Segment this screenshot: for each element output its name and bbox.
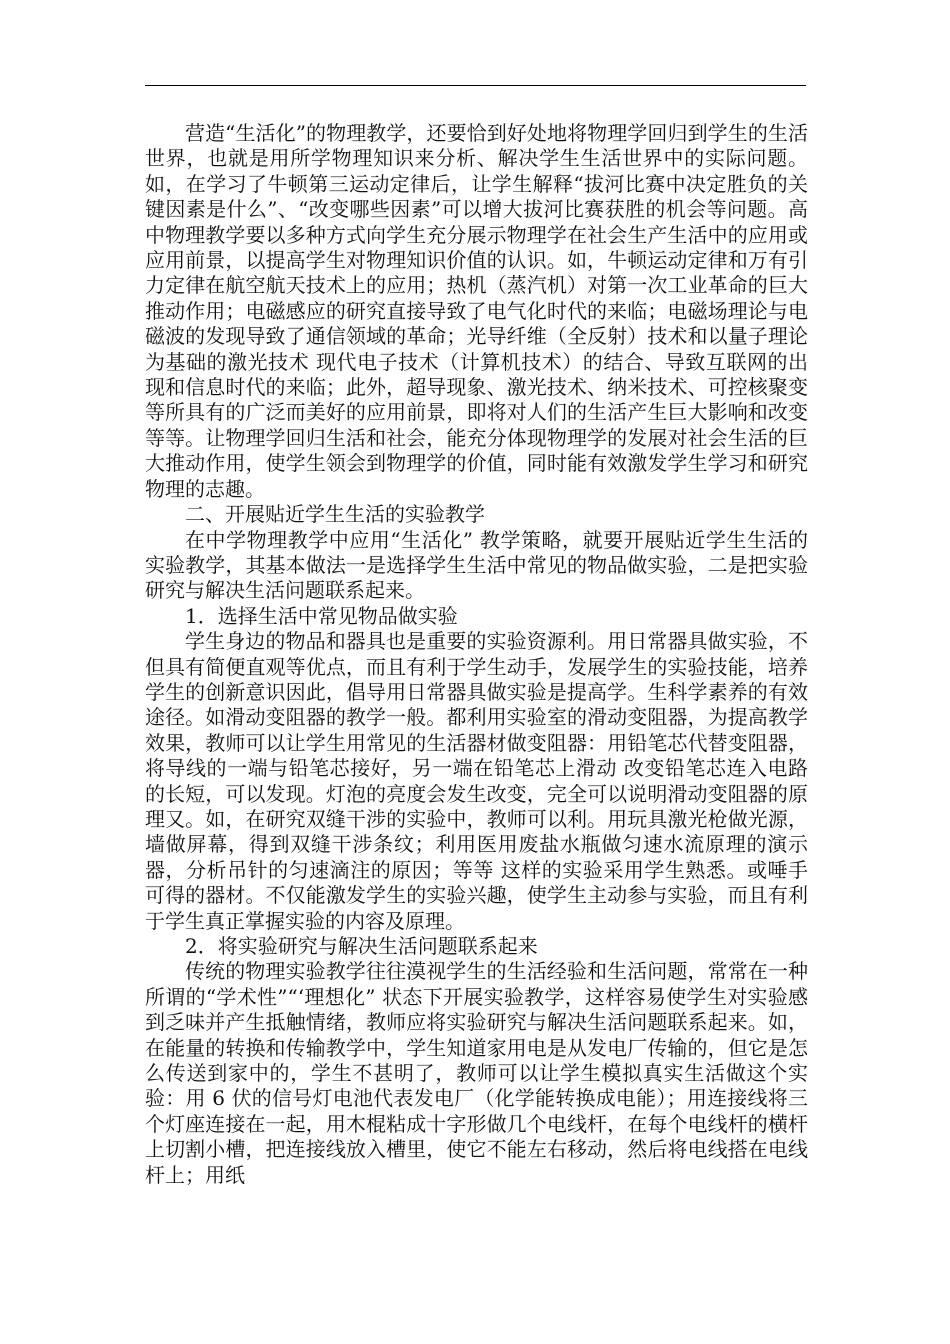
section-heading-2: 二、开展贴近学生生活的实验教学	[185, 502, 485, 527]
paragraph-everyday-items: 学生身边的物品和器具也是重要的实验资源利。用日常器具做实验，不但具有简便直观等优点，而且有利于学生动手，发展学生的实验技能，培养学生的创新意识因此，倡导用日常器具做实验是提高学。生科学素养的有效途径。如滑动变阻器的教学一般。都利用实验室的滑动变阻器，为提高教学效果，教师可以让学生用常见的生活器材做变阻器：用铅笔芯代替变阻器，将导线的一端与铅笔芯接好，另一端在铅笔芯上滑动 改变铅笔芯连入电路的长短，可以发现。灯泡的亮度会发生改变，完全可以说明滑动变阻器的原理又。如，在研究双缝干涉的实验中，教师可以利。用玩具激光枪做光源，墙做屏幕，得到双缝干涉条纹；利用医用废盐水瓶做匀速水流原理的演示器，分析吊针的匀速滴注的原因；等等 这样的实验采用学生熟悉。或唾手可得的器材。不仅能激发学生的实验兴趣，使学生主动参与实验，而且有利于学生真正掌握实验的内容及原理。	[145, 629, 808, 933]
paragraph-experiment-intro: 在中学物理教学中应用“生活化” 教学策略，就要开展贴近学生生活的实验教学，其基本做法一是选择学生生活中常见的物品做实验，二是把实验研究与解决生活问题联系起来。	[145, 527, 808, 603]
paragraph-life-physics: 营造“生活化”的物理教学，还要恰到好处地将物理学回归到学生的生活世界，也就是用所学物理知识来分析、解决学生生活世界中的实际问题。如，在学习了牛顿第三运动定律后，让学生解释“拔河比赛中决定胜负的关键因素是什么”、“改变哪些因素”可以增大拔河比赛获胜的机会等问题。高中物理教学要以多种方式向学生充分展示物理学在社会生产生活中的应用或应用前景，以提高学生对物理知识价值的认识。如，牛顿运动定律和万有引力定律在航空航天技术上的应用；热机（蒸汽机）对第一次工业革命的巨大推动作用；电磁感应的研究直接导致了电气化时代的来临；电磁场理论与电磁波的发现导致了通信领域的革命；光导纤维（全反射）技术和以量子理论为基础的激光技术 现代电子技术（计算机技术）的结合、导致互联网的出现和信息时代的来临；此外，超导现象、激光技术、纳米技术、可控核聚变等所具有的广泛而美好的应用前景，即将对人们的生活产生巨大影响和改变等等。让物理学回归生活和社会，能充分体现物理学的发展对社会生活的巨大推动作用，使学生领会到物理学的价值，同时能有效激发学生学习和研究物理的志趣。	[145, 121, 808, 501]
subheading-2: 2．将实验研究与解决生活问题联系起来	[185, 934, 538, 958]
document-body	[145, 121, 808, 1188]
paragraph-real-problems: 传统的物理实验教学往往漠视学生的生活经验和生活问题，常常在一种所谓的“学术性”“‘理想化” 状态下开展实验教学，这样容易使学生对实验感到乏味并产生抵触情绪，教师应将实验研究与解决生活问题联系起来。如，在能量的转换和传输教学中，学生知道家用电是从发电厂传输的，但它是怎么传送到家中的，学生不甚明了，教师可以让学生模拟真实生活做这个实验：用 6 伏的信号灯电池代表发电厂（化学能转换成电能）；用连接线将三个灯座连接在一起，用木棍粘成十字形做几个电线杆，在每个电线杆的横杆上切割小槽，把连接线放入槽里，使它不能左右移动，然后将电线搭在电线杆上；用纸	[145, 959, 808, 1187]
subheading-1: 1．选择生活中常见物品做实验	[185, 603, 458, 628]
header-rule	[145, 85, 806, 86]
